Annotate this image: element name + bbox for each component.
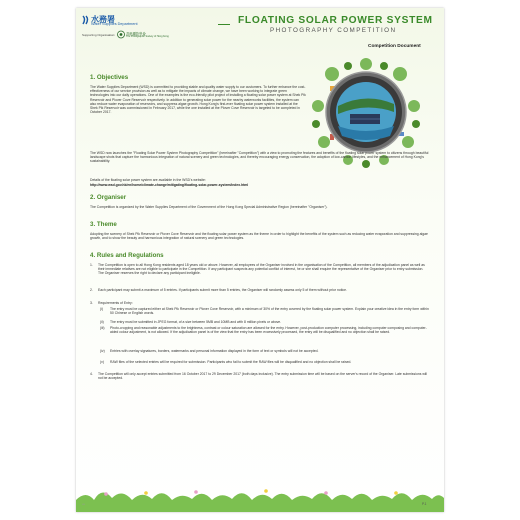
theme-paragraph: Adopting the scenery of Shek Pik Reservoir or Plover Cove Reservoir and the floating solar power system as the theme in order to highlight the benefits of the system such as reducing water evaporation and suppressing algae growth, and to show the beauty and harmonious integration of natural scenery and green technologies.	[90, 232, 428, 241]
rule-3-i-text: The entry must be captured either at Shek Pik Reservoir or Plover Cove Reservoir, with a minimum of 30% of the entry covered by the floating solar power system. Explain your creative idea in the entry form within 50 Chinese or English words.	[110, 307, 429, 316]
wsd-logo-icon	[82, 15, 90, 25]
rule-3-ii-number: (ii)	[100, 320, 104, 324]
competition-title: FLOATING SOLAR POWER SYSTEM	[238, 15, 433, 26]
rule-3-v-number: (v)	[100, 360, 104, 364]
rule-1-number: 1.	[90, 263, 93, 267]
rules-heading: 4. Rules and Regulations	[90, 252, 164, 259]
rule-3-i-number: (i)	[100, 307, 104, 311]
objectives-paragraph-3: Details of the floating solar power system are available in the WSD's website:	[90, 178, 206, 182]
objectives-heading: 1. Objectives	[90, 74, 129, 81]
rule-3-iii-number: (iii)	[100, 326, 105, 330]
competition-subtitle: PHOTOGRAPHY COMPETITION	[270, 27, 397, 34]
org-name-chinese: 水務署	[91, 15, 115, 24]
grass-border-decoration	[76, 484, 444, 512]
supporter-name-chinese: 香港攝影學會	[126, 32, 146, 36]
wsd-website-link[interactable]: http://www.wsd.gov.hk/en/home/climate-change/mitigating/floating-solar-power-system/index.html	[90, 183, 249, 187]
supporting-label: Supporting Organisation:	[82, 33, 116, 37]
theme-heading: 3. Theme	[90, 221, 117, 228]
title-rule	[218, 24, 230, 25]
objectives-paragraph-1: The Water Supplies Department (WSD) is committed to providing stable and quality water supply to our customers. To further enhance the cost-effectiveness of our service provision as well as to mitigate the impacts of climate change, we have been working to integrate green technologies into our daily operations. One of the examples is the eco-friendly pilot project of installing a floating solar power system at Shek Pik Reservoir and Plover Cove Reservoir respectively. In addition to generating solar power for the nearby waterworks facilities, the system can also reduce water evaporation of reservoirs, and suppress algae growth. Hong Kong's first-ever floating solar power system installed at the Shek Pik Reservoir was commissioned in February 2017, while the one installed at the Plover Cove Reservoir is targeted to be completed in October 2017.	[90, 85, 306, 115]
document-page	[76, 8, 444, 512]
rule-4-number: 4.	[90, 372, 93, 376]
org-name-english: Water Supplies Department	[91, 22, 138, 26]
rule-3-iii-text: Photo-cropping and reasonable adjustments to the brightness, contrast or colour saturation are allowed for the entry. However, post-production computer processing, including computer composing and computer-aided colour adjustment, is not allowed. If the adjudication panel is of the view that the entry has been excessively processed, the entry will be disqualified and no objection shall be raised.	[110, 326, 427, 335]
rule-3-iv-text: Entries with overlay signatures, borders, watermarks and personal information displayed in the form of text or symbols will not be accepted.	[110, 349, 319, 353]
rule-2-text: Each participant may submit a maximum of 5 entries. If participants submit more than 5 entries, the Organiser will randomly assess only 5 of them without prior notice.	[98, 288, 347, 292]
supporter-name-english: The Photographic Society of Hong Kong	[126, 35, 169, 38]
rule-2-number: 2.	[90, 288, 93, 292]
objectives-paragraph-2: The WSD now launches the "Floating Solar Power System Photography Competition" (hereinafter "Competition") with a view to promoting the features and benefits of the floating solar power system to citizens through beautiful landscape shots that capture the harmonious integration of natural scenery and green technologies, and thereby encouraging energy conservation, the adoption of low-carbon lifestyles, and the enhancement of Hong Kong's sustainability.	[90, 151, 429, 164]
rule-3-v-text: RAW files of the selected entries will be required for submission. Participants who fail to submit the RAW files will be disqualified and no objection shall be raised.	[110, 360, 352, 364]
rule-3-iv-number: (iv)	[100, 349, 105, 353]
rule-3-text: Requirements of Entry:	[98, 301, 133, 305]
rule-1-text: The Competition is open to all Hong Kong residents aged 18 years old or above. However, all employees of the Organiser involved in the organisation of the Competition, all members of the adjudication panel as well as their immediate relatives are not eligible to participate in the Competition. If any participant suspects any potential conflict of interest, he or she shall enquire the representative of the Organiser prior to entry submission. The Organiser reserves the right to declare any participant ineligible.	[98, 263, 425, 276]
rule-3-number: 3.	[90, 301, 93, 305]
organiser-heading: 2. Organiser	[90, 194, 127, 201]
page-number: P.1	[422, 502, 427, 506]
footer-dots: •••	[82, 502, 86, 506]
photographic-society-logo-icon	[117, 30, 125, 39]
organiser-paragraph: The Competition is organized by the Water Supplies Department of the Government of the Hong Kong Special Administrative Region (hereinafter "Organiser").	[90, 205, 328, 209]
rule-3-ii-text: The entry must be submitted in JPEG format, of a size between 5MB and 10MB and with 8 million pixels or above.	[110, 320, 282, 324]
rule-4-text: The Competition will only accept entries submitted from 16 October 2017 to 29 December 2017 (both days inclusive). The entry submission time will be based on the server's record of the Organiser. Late submissions will not be accepted.	[98, 372, 428, 381]
document-label: Competition Document	[368, 44, 421, 49]
